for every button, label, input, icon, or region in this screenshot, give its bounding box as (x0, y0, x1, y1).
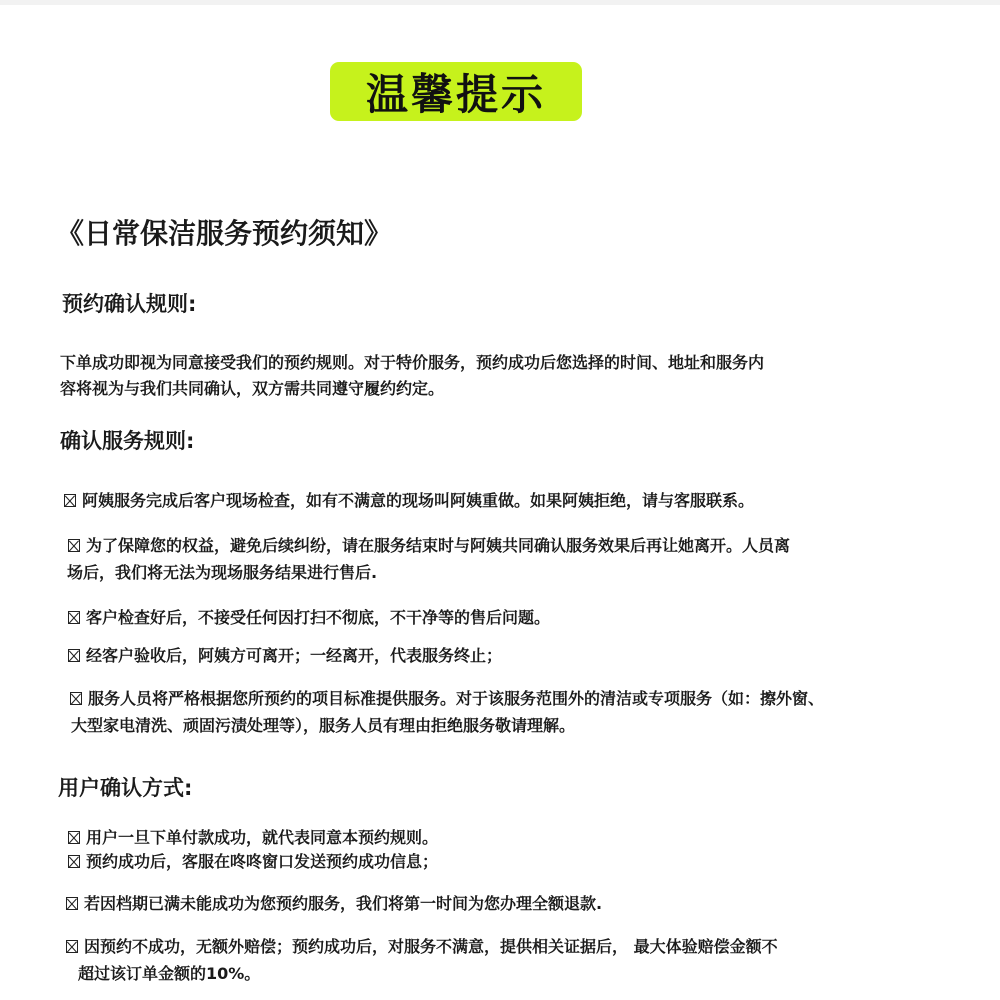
service-rule-text: 大型家电清洗、顽固污渍处理等），服务人员有理由拒绝服务敬请理解。 (71, 716, 576, 735)
booking-rules-paragraph (60, 350, 764, 402)
checkbox-x-icon (64, 494, 76, 507)
user-confirm-text: 预约成功后，客服在咚咚窗口发送预约成功信息； (86, 852, 439, 871)
checkbox-x-icon (68, 611, 80, 624)
checkbox-x-icon (66, 897, 78, 910)
checkbox-x-icon (66, 940, 78, 953)
service-rule-text: 场后，我们将无法为现场服务结果进行售后. (67, 563, 378, 582)
service-rule-item (64, 487, 754, 514)
service-rule-text: 客户检查好后，不接受任何因打扫不彻底，不干净等的售后问题。 (86, 608, 551, 627)
document-title: 《日常保洁服务预约须知》 (56, 217, 393, 250)
service-rule-item (70, 685, 824, 739)
checkbox-x-icon (68, 539, 80, 552)
service-rule-text: 经客户验收后，阿姨方可离开；一经离开，代表服务终止； (86, 646, 503, 665)
user-confirm-text: 若因档期已满未能成功为您预约服务，我们将第一时间为您办理全额退款. (84, 894, 603, 913)
booking-rules-line: 下单成功即视为同意接受我们的预约规则。对于特价服务，预约成功后您选择的时间、地址和服务内 (60, 353, 765, 372)
user-confirm-item (68, 848, 438, 875)
service-rule-item (68, 642, 502, 669)
service-rule-text: 服务人员将严格根据您所预约的项目标准提供服务。对于该服务范围外的清洁或专项服务（如：擦外窗、 (88, 689, 825, 708)
service-rule-item (68, 532, 790, 586)
user-confirm-item (68, 824, 438, 851)
top-strip (0, 0, 1000, 5)
service-rule-text: 为了保障您的权益，避免后续纠纷，请在服务结束时与阿姨共同确认服务效果后再让她离开。人员离 (86, 536, 791, 555)
checkbox-x-icon (68, 855, 80, 868)
user-confirm-item (66, 890, 602, 917)
booking-rules-line: 容将视为与我们共同确认，双方需共同遵守履约约定。 (60, 379, 445, 398)
user-confirm-item (66, 933, 778, 987)
user-confirm-text: 用户一旦下单付款成功，就代表同意本预约规则。 (86, 828, 439, 847)
service-rules-heading: 确认服务规则: (60, 429, 195, 453)
warm-tip-badge: 温馨提示 (330, 62, 582, 121)
user-confirm-heading: 用户确认方式: (58, 776, 193, 800)
checkbox-x-icon (68, 831, 80, 844)
service-rule-text: 阿姨服务完成后客户现场检查，如有不满意的现场叫阿姨重做。如果阿姨拒绝，请与客服联系。 (82, 491, 755, 510)
user-confirm-text: 超过该订单金额的10%。 (78, 964, 261, 983)
checkbox-x-icon (68, 649, 80, 662)
booking-rules-heading: 预约确认规则: (62, 292, 197, 316)
user-confirm-text: 因预约不成功，无额外赔偿；预约成功后，对服务不满意，提供相关证据后， 最大体验赔偿金额不 (84, 937, 778, 956)
service-rule-item (68, 604, 550, 631)
checkbox-x-icon (70, 692, 82, 705)
